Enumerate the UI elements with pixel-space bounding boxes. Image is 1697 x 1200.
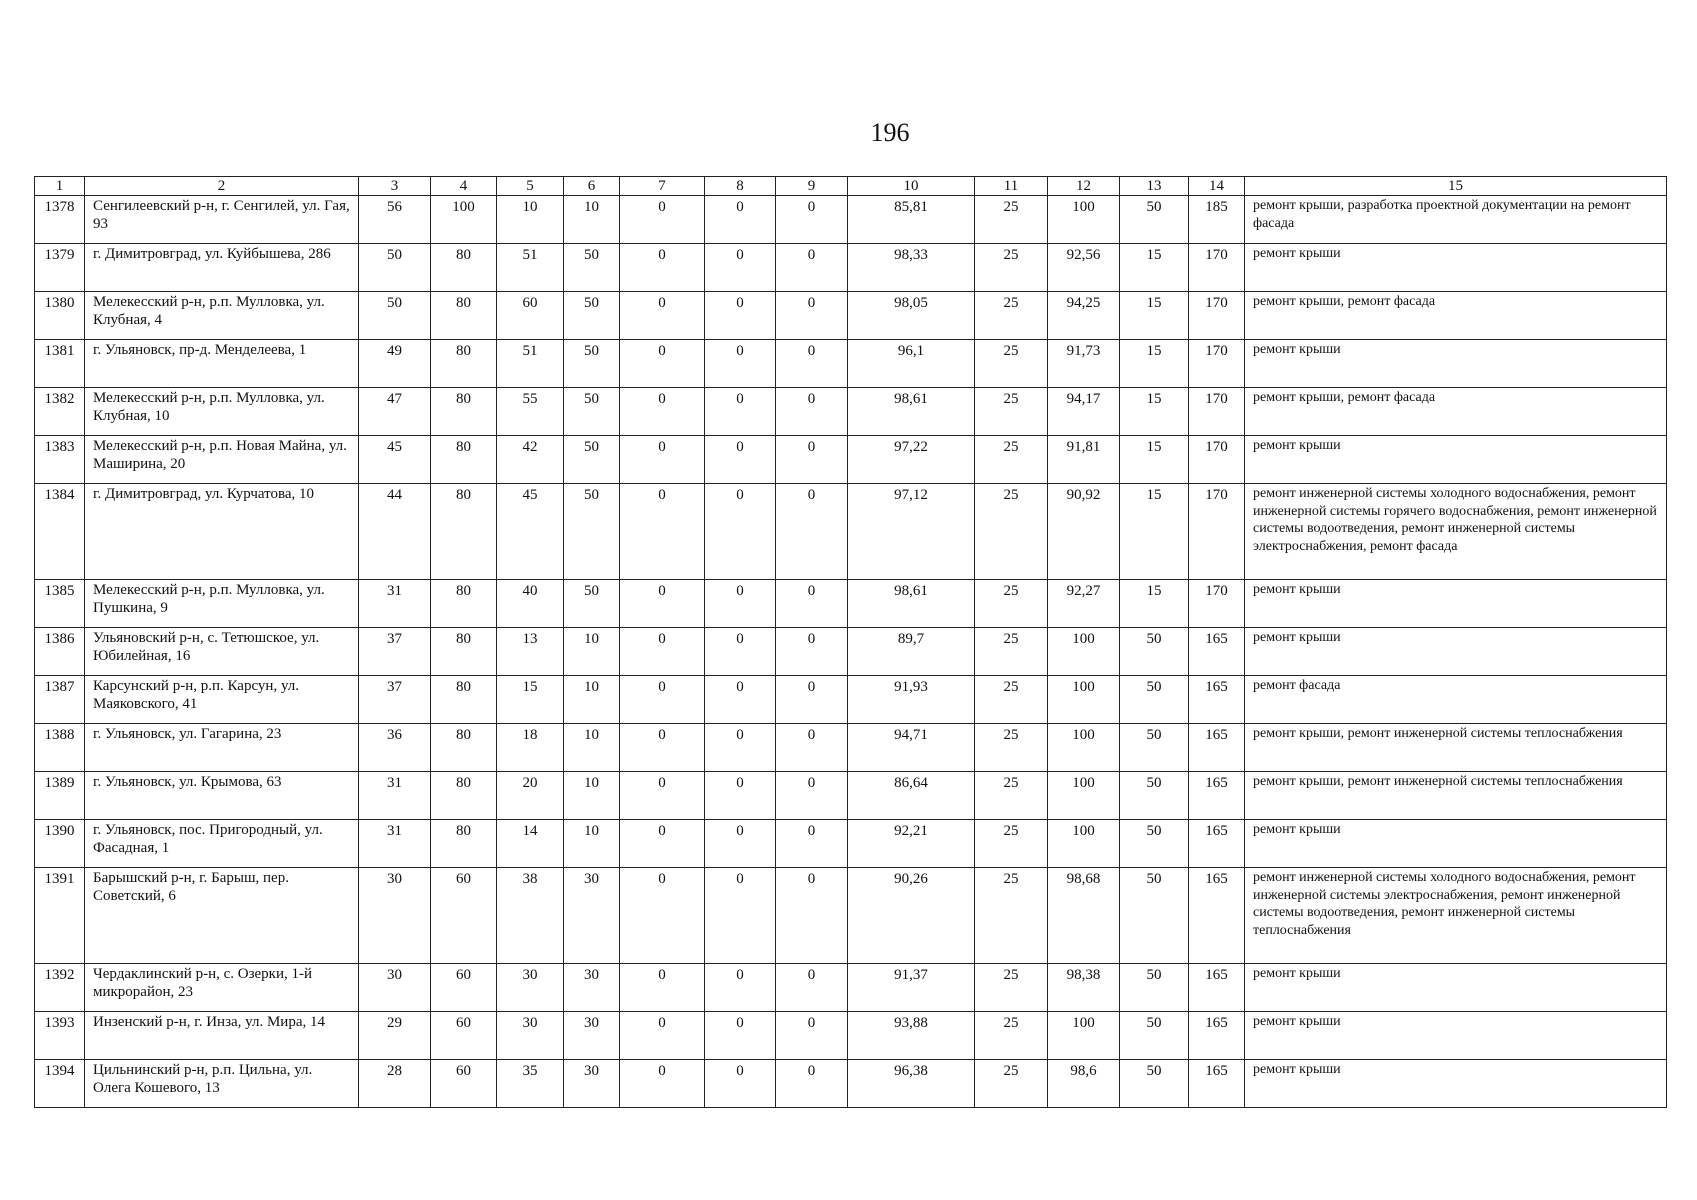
col-13-value: 50	[1120, 676, 1189, 724]
header-row	[35, 177, 1667, 196]
table-row	[35, 484, 1667, 580]
col-14-value: 170	[1189, 340, 1245, 388]
col-6-value: 50	[564, 292, 620, 340]
col-3-value: 37	[359, 676, 431, 724]
address: Цильнинский р-н, р.п. Цильна, ул. Олега Кошевого, 13	[85, 1060, 359, 1108]
col-11-value: 25	[975, 628, 1048, 676]
table-row	[35, 436, 1667, 484]
repair-works: ремонт крыши	[1245, 244, 1667, 292]
column-header-6: 6	[564, 177, 620, 196]
col-14-value: 165	[1189, 868, 1245, 964]
col-10-value: 97,12	[848, 484, 975, 580]
col-6-value: 30	[564, 868, 620, 964]
col-9-value: 0	[776, 1060, 848, 1108]
col-13-value: 50	[1120, 772, 1189, 820]
col-7-value: 0	[620, 580, 705, 628]
col-6-value: 30	[564, 964, 620, 1012]
col-5-value: 30	[497, 1012, 564, 1060]
address: Карсунский р-н, р.п. Карсун, ул. Маяковского, 41	[85, 676, 359, 724]
table-row	[35, 580, 1667, 628]
col-9-value: 0	[776, 292, 848, 340]
column-header-5: 5	[497, 177, 564, 196]
table-row	[35, 388, 1667, 436]
col-3-value: 56	[359, 196, 431, 244]
row-number: 1382	[35, 388, 85, 436]
col-9-value: 0	[776, 676, 848, 724]
col-11-value: 25	[975, 580, 1048, 628]
col-12-value: 100	[1048, 820, 1120, 868]
col-5-value: 60	[497, 292, 564, 340]
col-7-value: 0	[620, 388, 705, 436]
repair-works: ремонт крыши	[1245, 628, 1667, 676]
col-9-value: 0	[776, 388, 848, 436]
col-9-value: 0	[776, 1012, 848, 1060]
col-11-value: 25	[975, 1060, 1048, 1108]
table-row	[35, 1060, 1667, 1108]
col-10-value: 98,33	[848, 244, 975, 292]
col-4-value: 80	[431, 244, 497, 292]
col-5-value: 42	[497, 436, 564, 484]
col-10-value: 93,88	[848, 1012, 975, 1060]
column-header-1: 1	[35, 177, 85, 196]
col-5-value: 51	[497, 340, 564, 388]
col-4-value: 80	[431, 724, 497, 772]
column-header-12: 12	[1048, 177, 1120, 196]
col-11-value: 25	[975, 388, 1048, 436]
col-14-value: 170	[1189, 484, 1245, 580]
col-3-value: 50	[359, 292, 431, 340]
col-4-value: 80	[431, 484, 497, 580]
col-8-value: 0	[705, 484, 776, 580]
col-10-value: 86,64	[848, 772, 975, 820]
col-5-value: 20	[497, 772, 564, 820]
col-11-value: 25	[975, 724, 1048, 772]
col-3-value: 44	[359, 484, 431, 580]
page-number: 196	[870, 118, 910, 147]
col-7-value: 0	[620, 676, 705, 724]
col-13-value: 50	[1120, 724, 1189, 772]
table-row	[35, 820, 1667, 868]
col-9-value: 0	[776, 628, 848, 676]
col-12-value: 100	[1048, 676, 1120, 724]
col-12-value: 92,56	[1048, 244, 1120, 292]
col-12-value: 100	[1048, 724, 1120, 772]
col-9-value: 0	[776, 484, 848, 580]
col-8-value: 0	[705, 820, 776, 868]
col-10-value: 85,81	[848, 196, 975, 244]
col-3-value: 50	[359, 244, 431, 292]
col-9-value: 0	[776, 196, 848, 244]
col-13-value: 15	[1120, 580, 1189, 628]
col-12-value: 94,25	[1048, 292, 1120, 340]
col-7-value: 0	[620, 1060, 705, 1108]
col-9-value: 0	[776, 964, 848, 1012]
col-12-value: 91,81	[1048, 436, 1120, 484]
col-14-value: 170	[1189, 436, 1245, 484]
col-14-value: 165	[1189, 676, 1245, 724]
col-8-value: 0	[705, 964, 776, 1012]
col-4-value: 80	[431, 628, 497, 676]
col-13-value: 15	[1120, 484, 1189, 580]
col-9-value: 0	[776, 244, 848, 292]
col-4-value: 60	[431, 868, 497, 964]
col-8-value: 0	[705, 1060, 776, 1108]
table-row	[35, 868, 1667, 964]
repair-works: ремонт крыши	[1245, 964, 1667, 1012]
col-8-value: 0	[705, 676, 776, 724]
col-13-value: 50	[1120, 196, 1189, 244]
col-13-value: 50	[1120, 964, 1189, 1012]
repair-works: ремонт крыши	[1245, 1012, 1667, 1060]
address: г. Ульяновск, пос. Пригородный, ул. Фасадная, 1	[85, 820, 359, 868]
col-10-value: 94,71	[848, 724, 975, 772]
col-7-value: 0	[620, 628, 705, 676]
col-11-value: 25	[975, 436, 1048, 484]
table-row	[35, 292, 1667, 340]
col-11-value: 25	[975, 772, 1048, 820]
col-8-value: 0	[705, 772, 776, 820]
col-5-value: 18	[497, 724, 564, 772]
col-7-value: 0	[620, 436, 705, 484]
col-3-value: 29	[359, 1012, 431, 1060]
col-9-value: 0	[776, 580, 848, 628]
col-10-value: 96,1	[848, 340, 975, 388]
address: Мелекесский р-н, р.п. Мулловка, ул. Пушкина, 9	[85, 580, 359, 628]
col-5-value: 15	[497, 676, 564, 724]
table-row	[35, 196, 1667, 244]
row-number: 1392	[35, 964, 85, 1012]
address: Сенгилеевский р-н, г. Сенгилей, ул. Гая, 93	[85, 196, 359, 244]
col-11-value: 25	[975, 964, 1048, 1012]
col-3-value: 37	[359, 628, 431, 676]
address: Мелекесский р-н, р.п. Мулловка, ул. Клубная, 4	[85, 292, 359, 340]
repair-works: ремонт крыши	[1245, 820, 1667, 868]
repair-works: ремонт крыши, ремонт фасада	[1245, 292, 1667, 340]
row-number: 1388	[35, 724, 85, 772]
col-10-value: 91,37	[848, 964, 975, 1012]
col-10-value: 91,93	[848, 676, 975, 724]
table-row	[35, 676, 1667, 724]
row-number: 1379	[35, 244, 85, 292]
table-row	[35, 1012, 1667, 1060]
col-14-value: 170	[1189, 292, 1245, 340]
table-row	[35, 628, 1667, 676]
row-number: 1383	[35, 436, 85, 484]
col-7-value: 0	[620, 1012, 705, 1060]
col-13-value: 50	[1120, 868, 1189, 964]
column-header-14: 14	[1189, 177, 1245, 196]
col-3-value: 49	[359, 340, 431, 388]
col-4-value: 60	[431, 1060, 497, 1108]
col-7-value: 0	[620, 964, 705, 1012]
col-4-value: 80	[431, 772, 497, 820]
table-row	[35, 340, 1667, 388]
col-10-value: 98,61	[848, 388, 975, 436]
col-6-value: 50	[564, 580, 620, 628]
col-6-value: 50	[564, 436, 620, 484]
address: Ульяновский р-н, с. Тетюшское, ул. Юбилейная, 16	[85, 628, 359, 676]
col-6-value: 50	[564, 388, 620, 436]
col-11-value: 25	[975, 244, 1048, 292]
address: Мелекесский р-н, р.п. Мулловка, ул. Клубная, 10	[85, 388, 359, 436]
col-12-value: 100	[1048, 628, 1120, 676]
col-9-value: 0	[776, 772, 848, 820]
col-7-value: 0	[620, 196, 705, 244]
repair-works: ремонт крыши	[1245, 340, 1667, 388]
col-13-value: 50	[1120, 820, 1189, 868]
column-header-2: 2	[85, 177, 359, 196]
repair-works: ремонт крыши, разработка проектной документации на ремонт фасада	[1245, 196, 1667, 244]
col-3-value: 45	[359, 436, 431, 484]
col-5-value: 45	[497, 484, 564, 580]
col-4-value: 60	[431, 1012, 497, 1060]
row-number: 1384	[35, 484, 85, 580]
col-9-value: 0	[776, 436, 848, 484]
col-7-value: 0	[620, 340, 705, 388]
col-14-value: 165	[1189, 724, 1245, 772]
row-number: 1393	[35, 1012, 85, 1060]
row-number: 1394	[35, 1060, 85, 1108]
column-header-7: 7	[620, 177, 705, 196]
address: Мелекесский р-н, р.п. Новая Майна, ул. Маширина, 20	[85, 436, 359, 484]
col-3-value: 36	[359, 724, 431, 772]
col-14-value: 165	[1189, 820, 1245, 868]
col-11-value: 25	[975, 676, 1048, 724]
address: г. Ульяновск, ул. Гагарина, 23	[85, 724, 359, 772]
col-7-value: 0	[620, 292, 705, 340]
col-13-value: 50	[1120, 1012, 1189, 1060]
address: г. Димитровград, ул. Куйбышева, 286	[85, 244, 359, 292]
col-12-value: 98,68	[1048, 868, 1120, 964]
col-10-value: 98,61	[848, 580, 975, 628]
address: Инзенский р-н, г. Инза, ул. Мира, 14	[85, 1012, 359, 1060]
col-3-value: 31	[359, 772, 431, 820]
repair-works: ремонт инженерной системы холодного водоснабжения, ремонт инженерной системы горячего водоснабжения, ремонт инженерной системы водоотведения, ремонт инженерной системы электроснабжения, ремонт фасада	[1245, 484, 1667, 580]
col-7-value: 0	[620, 484, 705, 580]
col-11-value: 25	[975, 292, 1048, 340]
column-header-13: 13	[1120, 177, 1189, 196]
row-number: 1381	[35, 340, 85, 388]
col-4-value: 80	[431, 388, 497, 436]
col-3-value: 31	[359, 580, 431, 628]
col-6-value: 10	[564, 676, 620, 724]
col-13-value: 15	[1120, 340, 1189, 388]
col-8-value: 0	[705, 388, 776, 436]
repair-works: ремонт крыши	[1245, 436, 1667, 484]
table-row	[35, 724, 1667, 772]
row-number: 1385	[35, 580, 85, 628]
col-14-value: 170	[1189, 388, 1245, 436]
col-6-value: 30	[564, 1060, 620, 1108]
repair-works: ремонт инженерной системы холодного водоснабжения, ремонт инженерной системы электроснабжения, ремонт инженерной системы водоотведения, ремонт инженерной системы теплоснабжения	[1245, 868, 1667, 964]
col-14-value: 170	[1189, 580, 1245, 628]
col-12-value: 92,27	[1048, 580, 1120, 628]
column-header-4: 4	[431, 177, 497, 196]
col-13-value: 50	[1120, 1060, 1189, 1108]
col-8-value: 0	[705, 292, 776, 340]
col-7-value: 0	[620, 724, 705, 772]
column-header-9: 9	[776, 177, 848, 196]
col-12-value: 100	[1048, 196, 1120, 244]
col-13-value: 50	[1120, 628, 1189, 676]
col-6-value: 10	[564, 196, 620, 244]
col-14-value: 165	[1189, 628, 1245, 676]
col-11-value: 25	[975, 340, 1048, 388]
col-12-value: 100	[1048, 1012, 1120, 1060]
repair-works: ремонт крыши, ремонт инженерной системы теплоснабжения	[1245, 772, 1667, 820]
col-7-value: 0	[620, 820, 705, 868]
col-11-value: 25	[975, 484, 1048, 580]
col-3-value: 30	[359, 868, 431, 964]
col-9-value: 0	[776, 868, 848, 964]
col-12-value: 90,92	[1048, 484, 1120, 580]
col-4-value: 100	[431, 196, 497, 244]
col-5-value: 10	[497, 196, 564, 244]
col-9-value: 0	[776, 340, 848, 388]
col-6-value: 10	[564, 772, 620, 820]
repair-works: ремонт крыши, ремонт фасада	[1245, 388, 1667, 436]
col-7-value: 0	[620, 244, 705, 292]
col-14-value: 170	[1189, 244, 1245, 292]
repair-works: ремонт фасада	[1245, 676, 1667, 724]
col-6-value: 50	[564, 340, 620, 388]
col-14-value: 165	[1189, 1060, 1245, 1108]
col-6-value: 10	[564, 628, 620, 676]
col-4-value: 80	[431, 436, 497, 484]
col-13-value: 15	[1120, 388, 1189, 436]
col-5-value: 38	[497, 868, 564, 964]
col-4-value: 80	[431, 340, 497, 388]
col-12-value: 98,38	[1048, 964, 1120, 1012]
col-10-value: 90,26	[848, 868, 975, 964]
col-6-value: 30	[564, 1012, 620, 1060]
col-8-value: 0	[705, 580, 776, 628]
row-number: 1387	[35, 676, 85, 724]
col-3-value: 30	[359, 964, 431, 1012]
col-4-value: 80	[431, 820, 497, 868]
col-10-value: 89,7	[848, 628, 975, 676]
col-10-value: 97,22	[848, 436, 975, 484]
col-5-value: 35	[497, 1060, 564, 1108]
col-11-value: 25	[975, 196, 1048, 244]
col-4-value: 80	[431, 292, 497, 340]
row-number: 1391	[35, 868, 85, 964]
address: г. Ульяновск, ул. Крымова, 63	[85, 772, 359, 820]
column-header-11: 11	[975, 177, 1048, 196]
col-5-value: 40	[497, 580, 564, 628]
address: г. Димитровград, ул. Курчатова, 10	[85, 484, 359, 580]
col-6-value: 10	[564, 724, 620, 772]
col-5-value: 55	[497, 388, 564, 436]
col-14-value: 165	[1189, 964, 1245, 1012]
col-6-value: 50	[564, 484, 620, 580]
col-9-value: 0	[776, 724, 848, 772]
col-8-value: 0	[705, 1012, 776, 1060]
col-3-value: 28	[359, 1060, 431, 1108]
col-8-value: 0	[705, 436, 776, 484]
address: Чердаклинский р-н, с. Озерки, 1-й микрорайон, 23	[85, 964, 359, 1012]
row-number: 1380	[35, 292, 85, 340]
col-6-value: 50	[564, 244, 620, 292]
table-row	[35, 964, 1667, 1012]
col-8-value: 0	[705, 244, 776, 292]
col-11-value: 25	[975, 868, 1048, 964]
col-4-value: 80	[431, 676, 497, 724]
col-12-value: 100	[1048, 772, 1120, 820]
repair-works: ремонт крыши	[1245, 1060, 1667, 1108]
col-8-value: 0	[705, 628, 776, 676]
col-8-value: 0	[705, 196, 776, 244]
col-12-value: 94,17	[1048, 388, 1120, 436]
col-4-value: 80	[431, 580, 497, 628]
col-11-value: 25	[975, 820, 1048, 868]
col-5-value: 13	[497, 628, 564, 676]
col-13-value: 15	[1120, 436, 1189, 484]
table-body	[35, 196, 1667, 1108]
col-14-value: 165	[1189, 1012, 1245, 1060]
col-6-value: 10	[564, 820, 620, 868]
col-7-value: 0	[620, 772, 705, 820]
col-5-value: 51	[497, 244, 564, 292]
col-8-value: 0	[705, 340, 776, 388]
repair-works: ремонт крыши, ремонт инженерной системы теплоснабжения	[1245, 724, 1667, 772]
column-header-15: 15	[1245, 177, 1667, 196]
repair-works: ремонт крыши	[1245, 580, 1667, 628]
col-4-value: 60	[431, 964, 497, 1012]
col-5-value: 14	[497, 820, 564, 868]
column-header-3: 3	[359, 177, 431, 196]
col-12-value: 98,6	[1048, 1060, 1120, 1108]
column-header-8: 8	[705, 177, 776, 196]
col-11-value: 25	[975, 1012, 1048, 1060]
repair-register-table	[34, 176, 1667, 1108]
col-12-value: 91,73	[1048, 340, 1120, 388]
table-row	[35, 244, 1667, 292]
col-3-value: 47	[359, 388, 431, 436]
row-number: 1378	[35, 196, 85, 244]
row-number: 1390	[35, 820, 85, 868]
col-8-value: 0	[705, 724, 776, 772]
address: Барышский р-н, г. Барыш, пер. Советский, 6	[85, 868, 359, 964]
col-9-value: 0	[776, 820, 848, 868]
col-10-value: 92,21	[848, 820, 975, 868]
col-13-value: 15	[1120, 292, 1189, 340]
col-14-value: 165	[1189, 772, 1245, 820]
col-14-value: 185	[1189, 196, 1245, 244]
table-row	[35, 772, 1667, 820]
address: г. Ульяновск, пр-д. Менделеева, 1	[85, 340, 359, 388]
col-5-value: 30	[497, 964, 564, 1012]
col-3-value: 31	[359, 820, 431, 868]
row-number: 1389	[35, 772, 85, 820]
col-10-value: 98,05	[848, 292, 975, 340]
col-10-value: 96,38	[848, 1060, 975, 1108]
column-header-10: 10	[848, 177, 975, 196]
row-number: 1386	[35, 628, 85, 676]
col-13-value: 15	[1120, 244, 1189, 292]
col-7-value: 0	[620, 868, 705, 964]
col-8-value: 0	[705, 868, 776, 964]
